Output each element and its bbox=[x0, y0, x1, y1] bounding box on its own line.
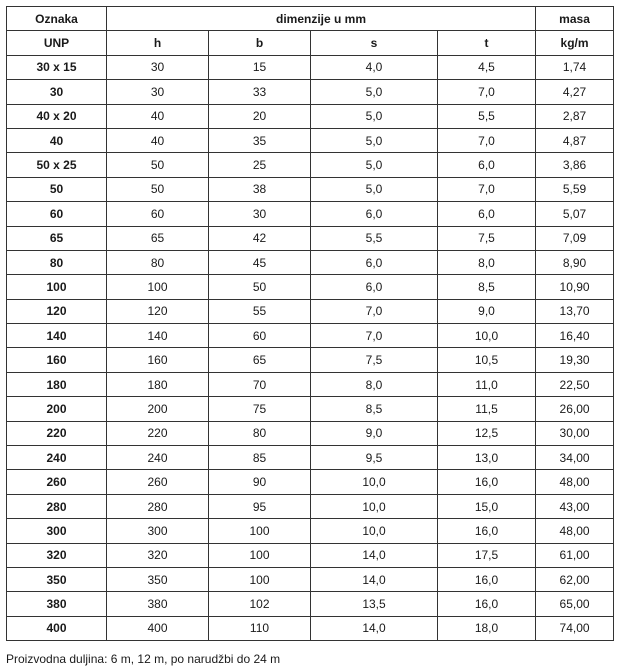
cell-designation: 50 x 25 bbox=[7, 153, 107, 177]
cell-s: 8,0 bbox=[311, 372, 438, 396]
cell-h: 100 bbox=[107, 275, 209, 299]
cell-b: 100 bbox=[209, 567, 311, 591]
cell-h: 50 bbox=[107, 177, 209, 201]
cell-s: 10,0 bbox=[311, 470, 438, 494]
cell-s: 9,5 bbox=[311, 446, 438, 470]
cell-designation: 40 x 20 bbox=[7, 104, 107, 128]
cell-b: 90 bbox=[209, 470, 311, 494]
cell-designation: 220 bbox=[7, 421, 107, 445]
cell-s: 7,0 bbox=[311, 299, 438, 323]
header-h: h bbox=[107, 31, 209, 55]
table-row bbox=[7, 226, 614, 250]
cell-s: 5,0 bbox=[311, 104, 438, 128]
header-oznaka: Oznaka bbox=[7, 7, 107, 31]
cell-h: 320 bbox=[107, 543, 209, 567]
cell-s: 5,0 bbox=[311, 80, 438, 104]
cell-t: 8,5 bbox=[438, 275, 536, 299]
table-row bbox=[7, 128, 614, 152]
cell-s: 7,5 bbox=[311, 348, 438, 372]
table-row bbox=[7, 104, 614, 128]
cell-t: 7,0 bbox=[438, 128, 536, 152]
cell-h: 40 bbox=[107, 128, 209, 152]
header-unp: UNP bbox=[7, 31, 107, 55]
cell-b: 55 bbox=[209, 299, 311, 323]
cell-b: 60 bbox=[209, 324, 311, 348]
cell-s: 14,0 bbox=[311, 543, 438, 567]
cell-designation: 350 bbox=[7, 567, 107, 591]
cell-h: 120 bbox=[107, 299, 209, 323]
table-row bbox=[7, 55, 614, 79]
cell-mass: 43,00 bbox=[536, 494, 614, 518]
cell-b: 50 bbox=[209, 275, 311, 299]
cell-mass: 22,50 bbox=[536, 372, 614, 396]
cell-s: 8,5 bbox=[311, 397, 438, 421]
cell-s: 10,0 bbox=[311, 519, 438, 543]
table-row bbox=[7, 470, 614, 494]
cell-h: 240 bbox=[107, 446, 209, 470]
table-header bbox=[7, 7, 614, 56]
cell-mass: 10,90 bbox=[536, 275, 614, 299]
cell-h: 380 bbox=[107, 592, 209, 616]
cell-b: 38 bbox=[209, 177, 311, 201]
cell-mass: 62,00 bbox=[536, 567, 614, 591]
cell-t: 16,0 bbox=[438, 519, 536, 543]
cell-mass: 19,30 bbox=[536, 348, 614, 372]
cell-designation: 50 bbox=[7, 177, 107, 201]
cell-b: 25 bbox=[209, 153, 311, 177]
cell-designation: 120 bbox=[7, 299, 107, 323]
cell-b: 110 bbox=[209, 616, 311, 640]
cell-designation: 60 bbox=[7, 202, 107, 226]
cell-t: 12,5 bbox=[438, 421, 536, 445]
cell-t: 16,0 bbox=[438, 470, 536, 494]
cell-s: 14,0 bbox=[311, 567, 438, 591]
cell-b: 42 bbox=[209, 226, 311, 250]
cell-s: 5,0 bbox=[311, 153, 438, 177]
cell-designation: 30 bbox=[7, 80, 107, 104]
cell-b: 95 bbox=[209, 494, 311, 518]
cell-h: 40 bbox=[107, 104, 209, 128]
cell-designation: 240 bbox=[7, 446, 107, 470]
cell-b: 70 bbox=[209, 372, 311, 396]
cell-designation: 180 bbox=[7, 372, 107, 396]
table-row bbox=[7, 177, 614, 201]
cell-b: 20 bbox=[209, 104, 311, 128]
cell-h: 140 bbox=[107, 324, 209, 348]
cell-b: 102 bbox=[209, 592, 311, 616]
cell-designation: 400 bbox=[7, 616, 107, 640]
table-row bbox=[7, 348, 614, 372]
table-row bbox=[7, 324, 614, 348]
cell-b: 65 bbox=[209, 348, 311, 372]
table-row bbox=[7, 275, 614, 299]
cell-t: 17,5 bbox=[438, 543, 536, 567]
cell-designation: 65 bbox=[7, 226, 107, 250]
cell-designation: 280 bbox=[7, 494, 107, 518]
cell-t: 10,0 bbox=[438, 324, 536, 348]
header-dimensions: dimenzije u mm bbox=[107, 7, 536, 31]
cell-designation: 380 bbox=[7, 592, 107, 616]
cell-b: 15 bbox=[209, 55, 311, 79]
cell-designation: 160 bbox=[7, 348, 107, 372]
cell-s: 13,5 bbox=[311, 592, 438, 616]
cell-mass: 7,09 bbox=[536, 226, 614, 250]
table-body bbox=[7, 55, 614, 640]
cell-designation: 140 bbox=[7, 324, 107, 348]
cell-b: 80 bbox=[209, 421, 311, 445]
table-row bbox=[7, 250, 614, 274]
cell-s: 4,0 bbox=[311, 55, 438, 79]
cell-s: 5,0 bbox=[311, 177, 438, 201]
cell-t: 11,0 bbox=[438, 372, 536, 396]
cell-mass: 61,00 bbox=[536, 543, 614, 567]
cell-t: 6,0 bbox=[438, 202, 536, 226]
header-t: t bbox=[438, 31, 536, 55]
cell-t: 5,5 bbox=[438, 104, 536, 128]
table-row bbox=[7, 446, 614, 470]
cell-b: 85 bbox=[209, 446, 311, 470]
cell-mass: 16,40 bbox=[536, 324, 614, 348]
cell-designation: 100 bbox=[7, 275, 107, 299]
cell-t: 4,5 bbox=[438, 55, 536, 79]
cell-b: 100 bbox=[209, 519, 311, 543]
table-row bbox=[7, 299, 614, 323]
header-row-2 bbox=[7, 31, 614, 55]
cell-t: 15,0 bbox=[438, 494, 536, 518]
cell-s: 7,0 bbox=[311, 324, 438, 348]
cell-s: 14,0 bbox=[311, 616, 438, 640]
cell-mass: 26,00 bbox=[536, 397, 614, 421]
cell-designation: 40 bbox=[7, 128, 107, 152]
cell-b: 30 bbox=[209, 202, 311, 226]
cell-b: 33 bbox=[209, 80, 311, 104]
cell-mass: 30,00 bbox=[536, 421, 614, 445]
table-row bbox=[7, 397, 614, 421]
cell-mass: 65,00 bbox=[536, 592, 614, 616]
cell-t: 7,5 bbox=[438, 226, 536, 250]
cell-t: 16,0 bbox=[438, 592, 536, 616]
cell-designation: 320 bbox=[7, 543, 107, 567]
cell-t: 9,0 bbox=[438, 299, 536, 323]
cell-designation: 30 x 15 bbox=[7, 55, 107, 79]
cell-t: 7,0 bbox=[438, 80, 536, 104]
cell-t: 6,0 bbox=[438, 153, 536, 177]
cell-mass: 48,00 bbox=[536, 470, 614, 494]
cell-t: 8,0 bbox=[438, 250, 536, 274]
cell-mass: 2,87 bbox=[536, 104, 614, 128]
cell-h: 200 bbox=[107, 397, 209, 421]
cell-mass: 13,70 bbox=[536, 299, 614, 323]
cell-mass: 4,87 bbox=[536, 128, 614, 152]
cell-designation: 200 bbox=[7, 397, 107, 421]
cell-s: 10,0 bbox=[311, 494, 438, 518]
cell-mass: 5,07 bbox=[536, 202, 614, 226]
table-row bbox=[7, 519, 614, 543]
cell-h: 60 bbox=[107, 202, 209, 226]
cell-mass: 8,90 bbox=[536, 250, 614, 274]
cell-b: 35 bbox=[209, 128, 311, 152]
cell-designation: 260 bbox=[7, 470, 107, 494]
cell-mass: 5,59 bbox=[536, 177, 614, 201]
cell-h: 30 bbox=[107, 80, 209, 104]
table-row bbox=[7, 494, 614, 518]
table-row bbox=[7, 567, 614, 591]
cell-t: 18,0 bbox=[438, 616, 536, 640]
cell-h: 65 bbox=[107, 226, 209, 250]
cell-h: 400 bbox=[107, 616, 209, 640]
table-row bbox=[7, 372, 614, 396]
cell-h: 180 bbox=[107, 372, 209, 396]
table-row bbox=[7, 421, 614, 445]
header-row-1 bbox=[7, 7, 614, 31]
cell-t: 7,0 bbox=[438, 177, 536, 201]
cell-h: 350 bbox=[107, 567, 209, 591]
cell-h: 80 bbox=[107, 250, 209, 274]
header-masa: masa bbox=[536, 7, 614, 31]
cell-t: 10,5 bbox=[438, 348, 536, 372]
cell-mass: 3,86 bbox=[536, 153, 614, 177]
table-row bbox=[7, 592, 614, 616]
cell-h: 280 bbox=[107, 494, 209, 518]
header-s: s bbox=[311, 31, 438, 55]
header-b: b bbox=[209, 31, 311, 55]
cell-b: 100 bbox=[209, 543, 311, 567]
header-unit: kg/m bbox=[536, 31, 614, 55]
table-row bbox=[7, 543, 614, 567]
table-row bbox=[7, 616, 614, 640]
cell-h: 300 bbox=[107, 519, 209, 543]
cell-mass: 74,00 bbox=[536, 616, 614, 640]
cell-h: 220 bbox=[107, 421, 209, 445]
cell-h: 160 bbox=[107, 348, 209, 372]
unp-profile-table bbox=[6, 6, 614, 641]
cell-t: 13,0 bbox=[438, 446, 536, 470]
cell-s: 6,0 bbox=[311, 202, 438, 226]
cell-h: 50 bbox=[107, 153, 209, 177]
cell-s: 5,0 bbox=[311, 128, 438, 152]
table-row bbox=[7, 153, 614, 177]
cell-t: 16,0 bbox=[438, 567, 536, 591]
cell-s: 5,5 bbox=[311, 226, 438, 250]
cell-designation: 80 bbox=[7, 250, 107, 274]
cell-b: 75 bbox=[209, 397, 311, 421]
cell-b: 45 bbox=[209, 250, 311, 274]
cell-mass: 48,00 bbox=[536, 519, 614, 543]
footnote: Proizvodna duljina: 6 m, 12 m, po narudžbi do 24 m bbox=[6, 652, 281, 666]
cell-h: 260 bbox=[107, 470, 209, 494]
cell-s: 6,0 bbox=[311, 275, 438, 299]
cell-mass: 1,74 bbox=[536, 55, 614, 79]
cell-designation: 300 bbox=[7, 519, 107, 543]
cell-mass: 4,27 bbox=[536, 80, 614, 104]
table-row bbox=[7, 202, 614, 226]
cell-h: 30 bbox=[107, 55, 209, 79]
cell-s: 9,0 bbox=[311, 421, 438, 445]
cell-mass: 34,00 bbox=[536, 446, 614, 470]
cell-t: 11,5 bbox=[438, 397, 536, 421]
cell-s: 6,0 bbox=[311, 250, 438, 274]
table-row bbox=[7, 80, 614, 104]
